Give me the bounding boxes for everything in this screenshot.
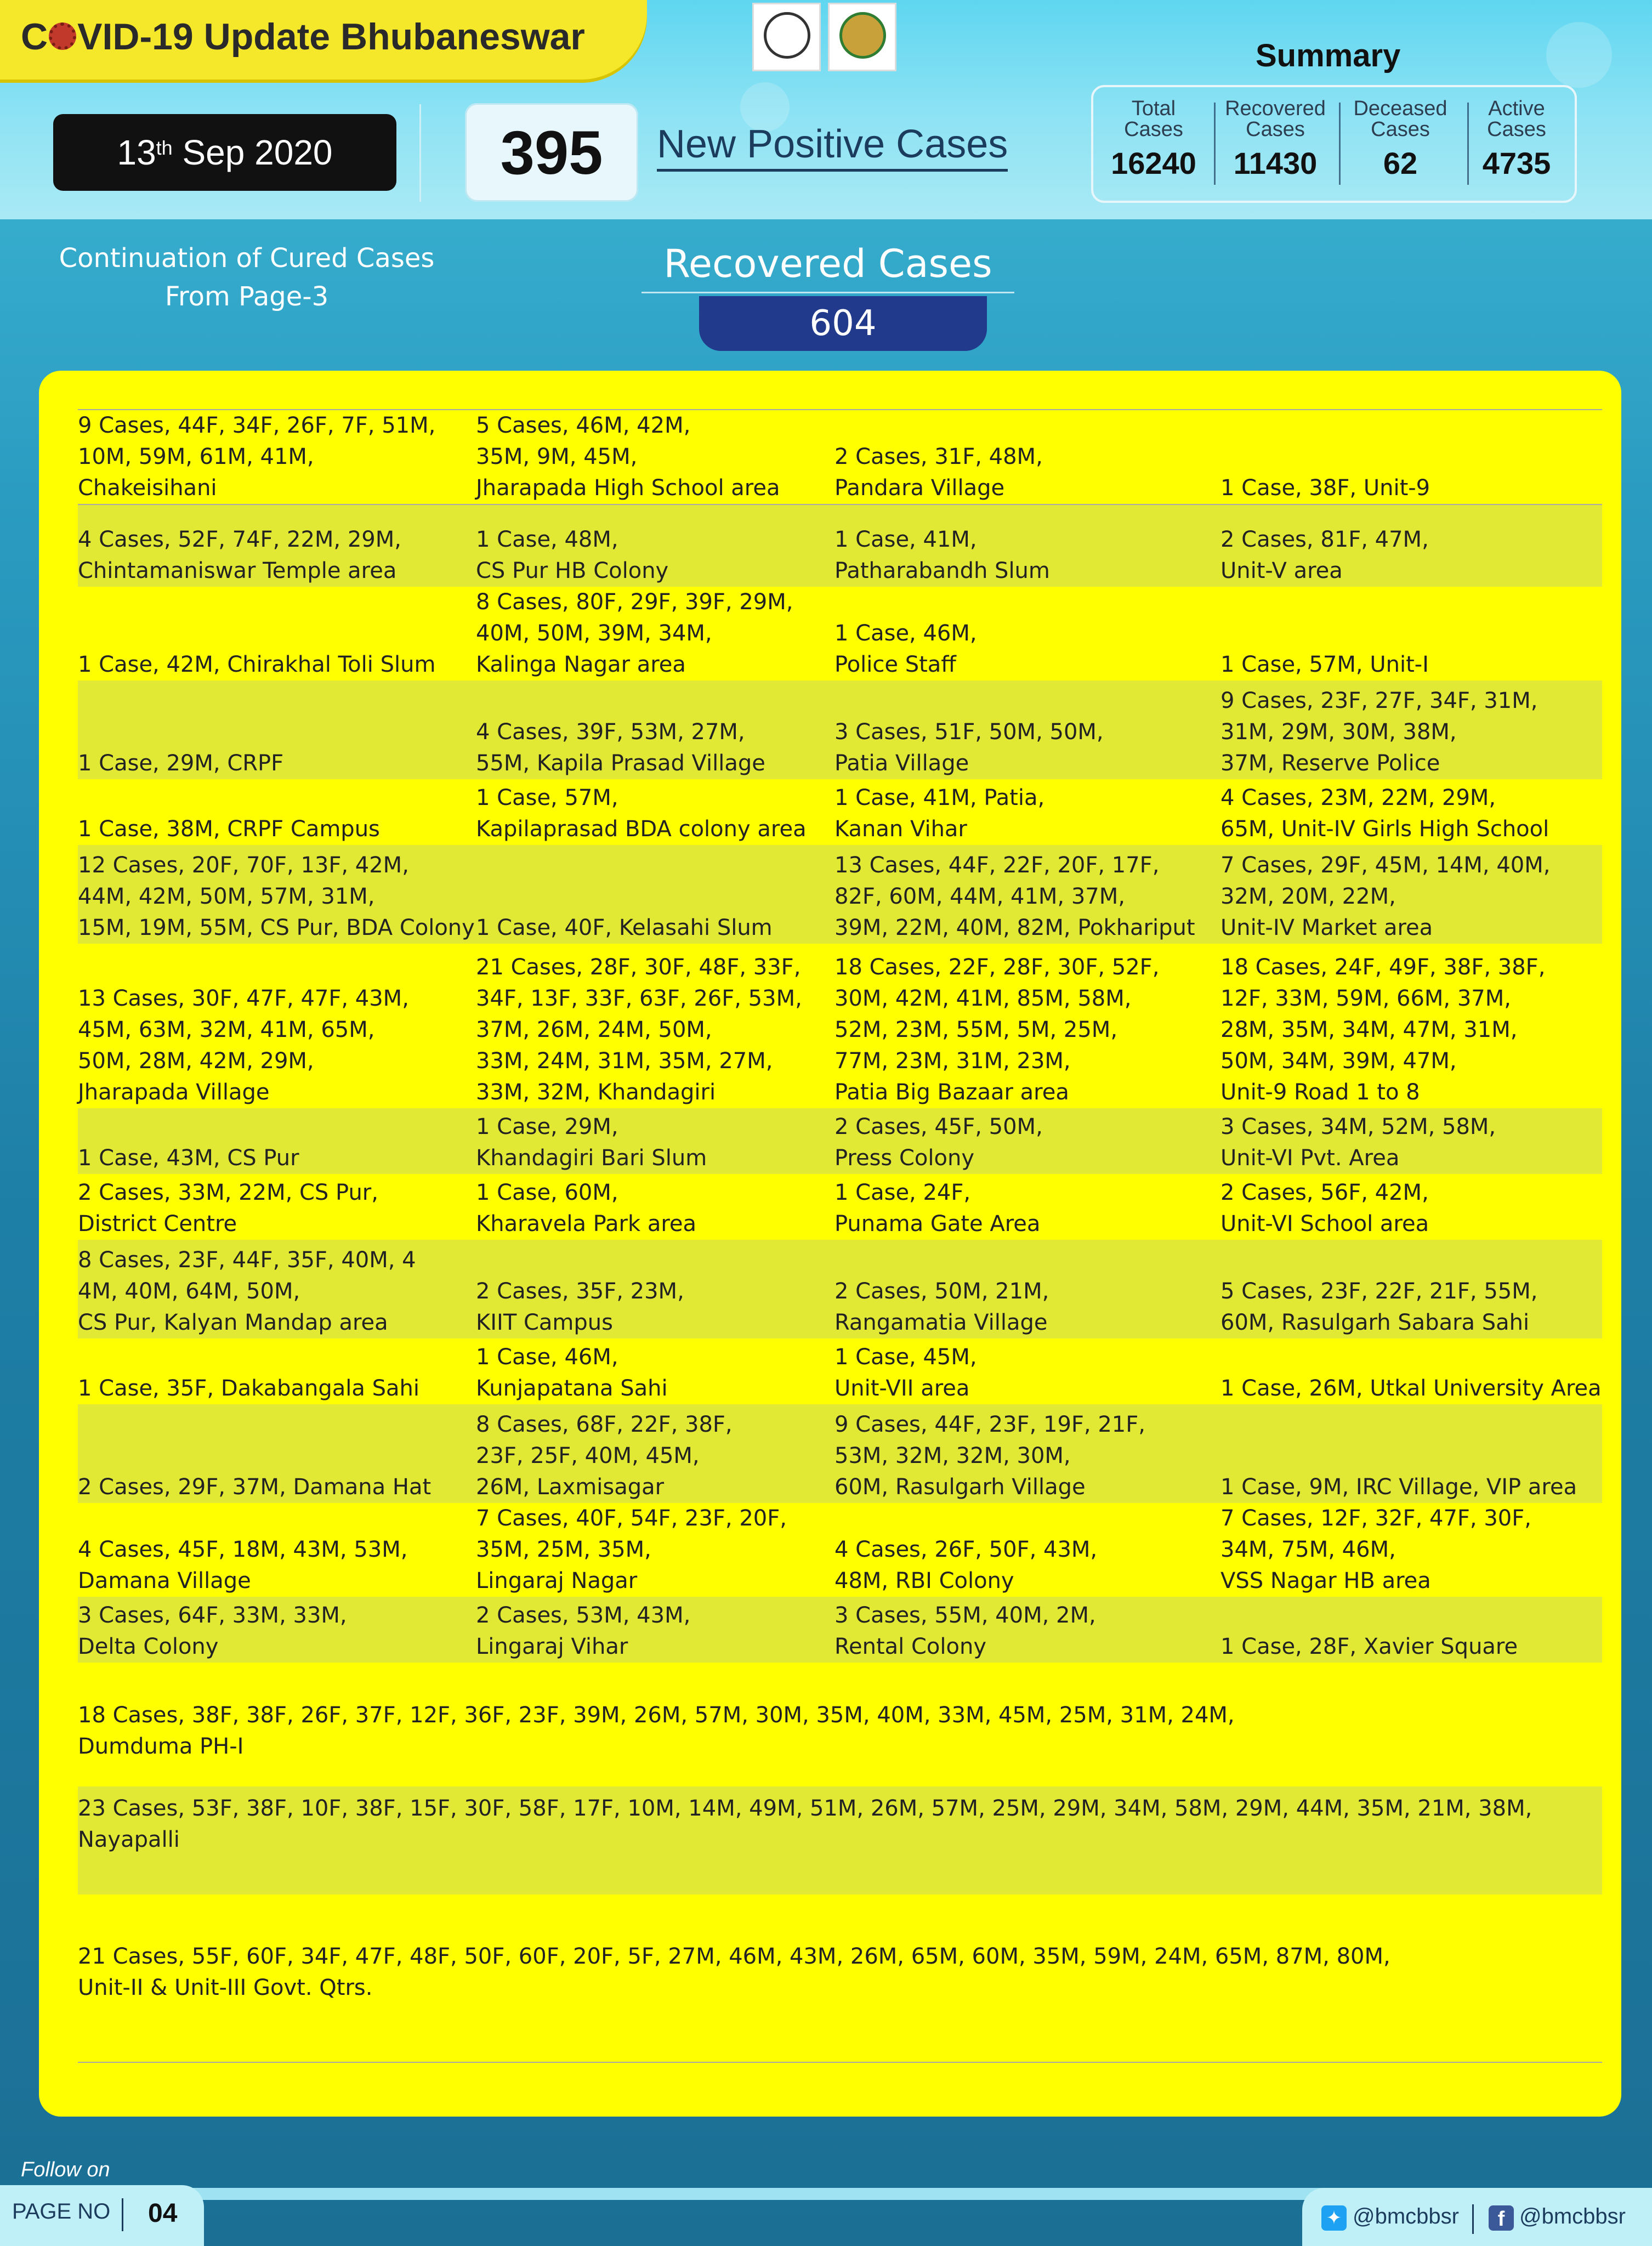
table-cell: [476, 1240, 834, 1338]
case-line: 1 Case, 29M, CRPF: [78, 751, 284, 776]
table-row: [78, 1174, 1602, 1240]
summary-box: [1091, 85, 1577, 203]
table-cell: [476, 944, 834, 1108]
table-cell: [1220, 410, 1602, 504]
case-line: 1 Case, 60M,: [476, 1180, 618, 1205]
title-text: VID-19 Update Bhubaneswar: [77, 16, 585, 58]
case-line: 13 Cases, 44F, 22F, 20F, 17F,: [834, 853, 1160, 878]
case-line: 8 Cases, 23F, 44F, 35F, 40M, 4: [78, 1247, 416, 1273]
case-line: 2 Cases, 53M, 43M,: [476, 1603, 691, 1628]
divider: [1472, 2204, 1474, 2234]
case-line: Patia Big Bazaar area: [834, 1080, 1069, 1105]
title-letter: C: [21, 16, 48, 58]
summary-total: Total Cases 16240: [1111, 97, 1196, 180]
case-line: 2 Cases, 33M, 22M, CS Pur,: [78, 1180, 378, 1205]
case-line: Unit-VI Pvt. Area: [1220, 1145, 1400, 1171]
case-line: 7 Cases, 29F, 45M, 14M, 40M,: [1220, 853, 1551, 878]
case-line: 1 Case, 38M, CRPF Campus: [78, 816, 380, 842]
table-cell: [1220, 1240, 1602, 1338]
table-cell: [834, 587, 1220, 680]
page-label: PAGE NO: [12, 2199, 111, 2224]
facebook-handle[interactable]: @bmcbbsr: [1519, 2204, 1626, 2228]
table-cell: [834, 1597, 1220, 1663]
case-line: 21 Cases, 28F, 30F, 48F, 33F,: [476, 955, 801, 980]
table-cell: [78, 1597, 476, 1663]
table-cell: [1220, 944, 1602, 1108]
case-line: 34M, 75M, 46M,: [1220, 1537, 1396, 1562]
summary-active: Active Cases 4735: [1482, 97, 1551, 180]
wide-row: 18 Cases, 38F, 38F, 26F, 37F, 12F, 36F, 23F, 39M, 26M, 57M, 30M, 35M, 40M, 33M, 45M, 25M, 31M, 24M, Dumduma PH-I: [78, 1703, 1235, 1759]
table-cell: [834, 1108, 1220, 1174]
table-cell: [476, 1597, 834, 1663]
case-line: District Centre: [78, 1211, 237, 1237]
table-cell: [78, 1108, 476, 1174]
case-line: 9 Cases, 44F, 34F, 26F, 7F, 51M,: [78, 413, 436, 438]
case-line: 4M, 40M, 64M, 50M,: [78, 1279, 300, 1304]
case-line: Rangamatia Village: [834, 1310, 1048, 1335]
table-row: [78, 504, 1602, 587]
case-line: 55M, Kapila Prasad Village: [476, 751, 765, 776]
table-cell: [78, 504, 476, 587]
wide-row: 21 Cases, 55F, 60F, 34F, 47F, 48F, 50F, 60F, 20F, 5F, 27M, 46M, 43M, 26M, 65M, 60M, 35M, 59M, 24M, 65M, 87M, 80M, Unit-II & Unit-III Govt. Qtrs.: [78, 1944, 1390, 2000]
table-cell: [476, 504, 834, 587]
case-line: Delta Colony: [78, 1634, 219, 1659]
twitter-handle[interactable]: @bmcbbsr: [1353, 2204, 1459, 2228]
table-cell: [1220, 1597, 1602, 1663]
table-cell: [1220, 680, 1602, 779]
case-line: 33M, 24M, 31M, 35M, 27M,: [476, 1048, 773, 1074]
continuation-note: Continuation of Cured Cases From Page-3: [59, 243, 435, 312]
table-cell: [834, 1240, 1220, 1338]
table-cell: [834, 779, 1220, 845]
table-cell: [834, 944, 1220, 1108]
case-line: 4 Cases, 39F, 53M, 27M,: [476, 719, 745, 745]
case-line: 3 Cases, 64F, 33M, 33M,: [78, 1603, 347, 1628]
case-line: Patia Village: [834, 751, 969, 776]
table-cell: [1220, 504, 1602, 587]
case-line: 2 Cases, 50M, 21M,: [834, 1279, 1049, 1304]
table-row: [78, 1240, 1602, 1338]
table-row: [78, 1338, 1602, 1404]
case-line: 1 Case, 46M,: [476, 1345, 618, 1370]
table-row: [78, 1503, 1602, 1597]
social-links: [1302, 2188, 1652, 2246]
case-line: Kharavela Park area: [476, 1211, 697, 1237]
table-row: [78, 680, 1602, 779]
divider: [78, 2062, 1602, 2063]
table-cell: [78, 587, 476, 680]
case-line: 60M, Rasulgarh Village: [834, 1474, 1086, 1500]
table-cell: [78, 1338, 476, 1404]
case-line: 12F, 33M, 59M, 66M, 37M,: [1220, 986, 1511, 1011]
case-line: 4 Cases, 23M, 22M, 29M,: [1220, 785, 1496, 810]
table-row: [78, 410, 1602, 504]
case-line: 28M, 35M, 34M, 47M, 31M,: [1220, 1017, 1518, 1042]
case-line: Damana Village: [78, 1568, 251, 1593]
table-cell: [834, 410, 1220, 504]
case-line: 45M, 63M, 32M, 41M, 65M,: [78, 1017, 375, 1042]
case-line: 12 Cases, 20F, 70F, 13F, 42M,: [78, 853, 409, 878]
page-number: 04: [148, 2199, 178, 2228]
table-cell: [476, 779, 834, 845]
table-row: [78, 1597, 1602, 1663]
case-line: 48M, RBI Colony: [834, 1568, 1014, 1593]
case-line: 2 Cases, 29F, 37M, Damana Hat: [78, 1474, 432, 1500]
case-line: 3 Cases, 51F, 50M, 50M,: [834, 719, 1104, 745]
table-cell: [834, 1174, 1220, 1240]
case-line: 8 Cases, 68F, 22F, 38F,: [476, 1412, 733, 1437]
case-line: 18 Cases, 22F, 28F, 30F, 52F,: [834, 955, 1160, 980]
table-cell: [834, 1404, 1220, 1503]
table-cell: [78, 410, 476, 504]
virus-decoration: [1546, 22, 1612, 88]
table-cell: [476, 1174, 834, 1240]
case-line: 7 Cases, 40F, 54F, 23F, 20F,: [476, 1506, 787, 1531]
bmc-logo: [828, 3, 896, 71]
table-row: [78, 1108, 1602, 1174]
case-line: 1 Case, 9M, IRC Village, VIP area: [1220, 1474, 1577, 1500]
case-line: 9 Cases, 23F, 27F, 34F, 31M,: [1220, 688, 1538, 713]
table-row: [78, 779, 1602, 845]
table-cell: [1220, 587, 1602, 680]
case-line: 1 Case, 38F, Unit-9: [1220, 475, 1430, 501]
case-line: 1 Case, 24F,: [834, 1180, 971, 1205]
summary-title: Summary: [1256, 38, 1401, 73]
table-row: [78, 944, 1602, 1108]
case-line: 40M, 50M, 39M, 34M,: [476, 621, 712, 646]
table-cell: [834, 680, 1220, 779]
case-line: 37M, 26M, 24M, 50M,: [476, 1017, 712, 1042]
case-line: 1 Case, 26M, Utkal University Area: [1220, 1376, 1602, 1401]
case-line: 2 Cases, 56F, 42M,: [1220, 1180, 1429, 1205]
case-line: Jharapada Village: [78, 1080, 270, 1105]
case-line: 3 Cases, 55M, 40M, 2M,: [834, 1603, 1096, 1628]
cases-table: [78, 409, 1602, 1663]
table-cell: [834, 504, 1220, 587]
summary-recovered: Recovered Cases 11430: [1225, 97, 1326, 180]
case-line: 18 Cases, 24F, 49F, 38F, 38F,: [1220, 955, 1546, 980]
table-cell: [476, 1503, 834, 1597]
table-cell: [1220, 1174, 1602, 1240]
case-line: Kalinga Nagar area: [476, 652, 686, 677]
facebook-icon[interactable]: f: [1489, 2205, 1514, 2231]
case-line: 8 Cases, 80F, 29F, 39F, 29M,: [476, 589, 793, 615]
case-line: 44M, 42M, 50M, 57M, 31M,: [78, 884, 375, 909]
case-line: 10M, 59M, 61M, 41M,: [78, 444, 314, 469]
case-line: 50M, 34M, 39M, 47M,: [1220, 1048, 1457, 1074]
table-row: [78, 587, 1602, 680]
case-line: Unit-9 Road 1 to 8: [1220, 1080, 1420, 1105]
case-line: 3 Cases, 34M, 52M, 58M,: [1220, 1114, 1496, 1139]
table-cell: [476, 410, 834, 504]
table-cell: [1220, 845, 1602, 944]
case-line: 77M, 23M, 31M, 23M,: [834, 1048, 1071, 1074]
case-line: 2 Cases, 35F, 23M,: [476, 1279, 684, 1304]
case-line: 35M, 9M, 45M,: [476, 444, 638, 469]
case-line: CS Pur, Kalyan Mandap area: [78, 1310, 388, 1335]
divider: [419, 104, 421, 202]
case-line: Punama Gate Area: [834, 1211, 1041, 1237]
follow-label: Follow on: [21, 2158, 110, 2181]
case-line: 1 Case, 28F, Xavier Square: [1220, 1634, 1518, 1659]
recovered-count: 604: [699, 296, 987, 351]
date-badge: [53, 114, 396, 191]
case-line: 65M, Unit-IV Girls High School: [1220, 816, 1549, 842]
summary-deceased: Deceased Cases 62: [1353, 97, 1447, 180]
table-cell: [78, 779, 476, 845]
case-line: 32M, 20M, 22M,: [1220, 884, 1396, 909]
case-line: Jharapada High School area: [476, 475, 780, 501]
divider: [642, 292, 1014, 293]
case-line: 1 Case, 29M,: [476, 1114, 618, 1139]
case-line: 50M, 28M, 42M, 29M,: [78, 1048, 314, 1074]
table-cell: [834, 845, 1220, 944]
case-line: Chakeisihani: [78, 475, 217, 501]
case-line: 60M, Rasulgarh Sabara Sahi: [1220, 1310, 1530, 1335]
case-line: 1 Case, 48M,: [476, 527, 618, 552]
wide-row: 23 Cases, 53F, 38F, 10F, 38F, 15F, 30F, 58F, 17F, 10M, 14M, 49M, 51M, 26M, 57M, 25M, 29M, 34M, 58M, 29M, 44M, 35M, 21M, 38M, Nayapalli: [78, 1786, 1602, 1895]
case-line: Police Staff: [834, 652, 956, 677]
case-line: Lingaraj Nagar: [476, 1568, 638, 1593]
title-banner: [0, 0, 647, 80]
case-line: Unit-V area: [1220, 558, 1343, 583]
date-suffix: th: [156, 137, 173, 159]
case-line: 34F, 13F, 33F, 63F, 26F, 53M,: [476, 986, 802, 1011]
case-line: Unit-IV Market area: [1220, 915, 1433, 940]
case-line: 1 Case, 35F, Dakabangala Sahi: [78, 1376, 419, 1401]
case-line: 82F, 60M, 44M, 41M, 37M,: [834, 884, 1125, 909]
header: [0, 0, 1652, 219]
table-cell: [476, 1108, 834, 1174]
table-cell: [78, 1404, 476, 1503]
case-line: 31M, 29M, 30M, 38M,: [1220, 719, 1457, 745]
case-line: 1 Case, 41M, Patia,: [834, 785, 1045, 810]
table-cell: [78, 1503, 476, 1597]
case-line: VSS Nagar HB area: [1220, 1568, 1431, 1593]
case-line: Lingaraj Vihar: [476, 1634, 628, 1659]
divider: [122, 2198, 123, 2231]
case-line: Kapilaprasad BDA colony area: [476, 816, 807, 842]
twitter-icon[interactable]: ✦: [1321, 2205, 1347, 2231]
case-line: 2 Cases, 31F, 48M,: [834, 444, 1043, 469]
table-cell: [476, 680, 834, 779]
table-cell: [78, 845, 476, 944]
case-line: 13 Cases, 30F, 47F, 47F, 43M,: [78, 986, 409, 1011]
table-cell: [476, 1338, 834, 1404]
new-cases-count: 395: [465, 103, 638, 202]
table-cell: [1220, 1404, 1602, 1503]
case-line: 39M, 22M, 40M, 82M, Pokhariput: [834, 915, 1195, 940]
case-line: 7 Cases, 12F, 32F, 47F, 30F,: [1220, 1506, 1531, 1531]
case-line: Press Colony: [834, 1145, 974, 1171]
case-line: 5 Cases, 46M, 42M,: [476, 413, 691, 438]
case-line: 4 Cases, 26F, 50F, 43M,: [834, 1537, 1098, 1562]
case-line: 23F, 25F, 40M, 45M,: [476, 1443, 700, 1468]
case-line: 26M, Laxmisagar: [476, 1474, 665, 1500]
table-cell: [1220, 1108, 1602, 1174]
case-line: KIIT Campus: [476, 1310, 613, 1335]
virus-icon: [49, 22, 76, 50]
case-line: 1 Case, 40F, Kelasahi Slum: [476, 915, 773, 940]
table-cell: [1220, 1503, 1602, 1597]
table-cell: [1220, 779, 1602, 845]
case-line: 1 Case, 57M,: [476, 785, 618, 810]
case-line: Patharabandh Slum: [834, 558, 1050, 583]
case-line: Unit-VII area: [834, 1376, 970, 1401]
case-line: 37M, Reserve Police: [1220, 751, 1440, 776]
case-line: Unit-VI School area: [1220, 1211, 1429, 1237]
case-line: 9 Cases, 44F, 23F, 19F, 21F,: [834, 1412, 1145, 1437]
table-cell: [476, 1404, 834, 1503]
page-number-tab: [0, 2185, 204, 2246]
case-line: Khandagiri Bari Slum: [476, 1145, 707, 1171]
table-cell: [834, 1503, 1220, 1597]
case-line: Kanan Vihar: [834, 816, 967, 842]
case-line: 4 Cases, 52F, 74F, 22M, 29M,: [78, 527, 401, 552]
table-cell: [1220, 1338, 1602, 1404]
table-cell: [78, 1174, 476, 1240]
case-line: 1 Case, 57M, Unit-I: [1220, 652, 1429, 677]
date-day: 13: [117, 133, 156, 172]
odisha-govt-logo: [752, 3, 821, 71]
date-rest: Sep 2020: [172, 133, 333, 172]
case-line: Pandara Village: [834, 475, 1005, 501]
case-line: 30M, 42M, 41M, 85M, 58M,: [834, 986, 1132, 1011]
case-line: 35M, 25M, 35M,: [476, 1537, 651, 1562]
case-line: Kunjapatana Sahi: [476, 1376, 668, 1401]
case-line: CS Pur HB Colony: [476, 558, 669, 583]
new-cases-label: New Positive Cases: [657, 122, 1008, 172]
table-cell: [78, 1240, 476, 1338]
case-line: 4 Cases, 45F, 18M, 43M, 53M,: [78, 1537, 408, 1562]
table-cell: [834, 1338, 1220, 1404]
case-line: 53M, 32M, 32M, 30M,: [834, 1443, 1071, 1468]
case-line: 1 Case, 42M, Chirakhal Toli Slum: [78, 652, 436, 677]
case-line: 1 Case, 43M, CS Pur: [78, 1145, 299, 1171]
case-line: 15M, 19M, 55M, CS Pur, BDA Colony: [78, 915, 475, 940]
case-line: 2 Cases, 45F, 50M,: [834, 1114, 1043, 1139]
case-line: 5 Cases, 23F, 22F, 21F, 55M,: [1220, 1279, 1538, 1304]
case-line: Rental Colony: [834, 1634, 986, 1659]
table-cell: [476, 587, 834, 680]
table-cell: [476, 845, 834, 944]
case-line: 33M, 32M, Khandagiri: [476, 1080, 716, 1105]
table-cell: [78, 944, 476, 1108]
case-line: 2 Cases, 81F, 47M,: [1220, 527, 1429, 552]
recovered-title: Recovered Cases: [663, 241, 992, 286]
case-line: 1 Case, 45M,: [834, 1345, 977, 1370]
case-line: 1 Case, 46M,: [834, 621, 977, 646]
case-line: 1 Case, 41M,: [834, 527, 977, 552]
table-row: [78, 845, 1602, 944]
case-line: 52M, 23M, 55M, 5M, 25M,: [834, 1017, 1118, 1042]
case-line: Chintamaniswar Temple area: [78, 558, 397, 583]
table-row: [78, 1404, 1602, 1503]
page-title: [21, 15, 585, 58]
table-cell: [78, 680, 476, 779]
